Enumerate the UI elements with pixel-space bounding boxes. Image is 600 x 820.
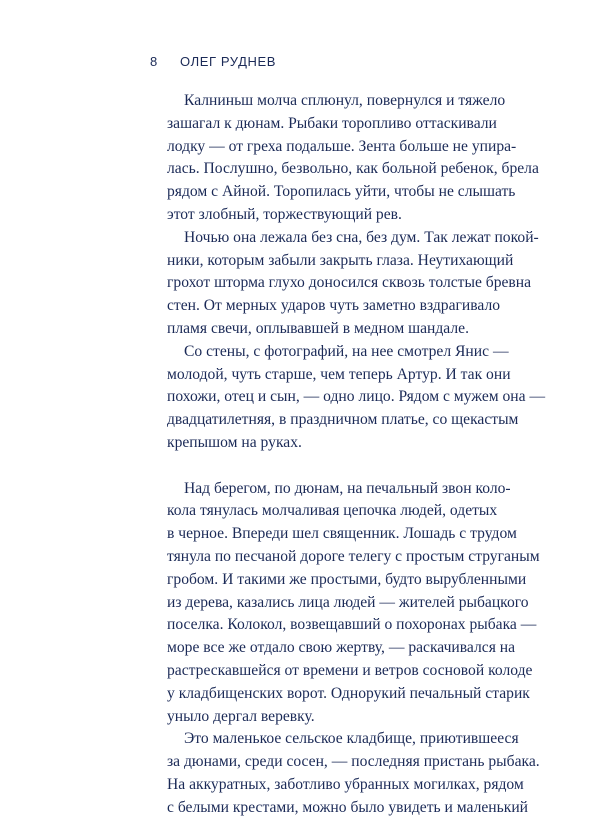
- text-line: стен. От мерных ударов чуть заметно вздрагивало: [167, 297, 501, 315]
- paragraph: [150, 341, 546, 455]
- text-line: крепышом на руках.: [167, 433, 302, 451]
- text-line: растрескавшейся от времени и ветров сосновой колоде: [167, 661, 533, 679]
- text-line: у кладбищенских ворот. Однорукий печальный старик: [167, 684, 530, 702]
- text-line: двадцатилетняя, в праздничном платье, со щекастым: [167, 411, 519, 429]
- text-line: уныло дергал веревку.: [167, 707, 315, 725]
- text-line: лодку — от греха подальше. Зента больше не упира-: [167, 137, 517, 155]
- paragraph: [150, 478, 540, 729]
- text-line: поселка. Колокол, возвещавший о похоронах рыбака —: [167, 616, 537, 634]
- text-line: рядом с Айной. Торопилась уйти, чтобы не слышать: [167, 183, 516, 201]
- text-line: кола тянулась молчаливая цепочка людей, одетых: [167, 502, 498, 520]
- text-line: за дюнами, среди сосен, — последняя пристань рыбака.: [167, 753, 540, 771]
- text-line: Над берегом, по дюнам, на печальный звон коло-: [184, 479, 511, 497]
- paragraph: [150, 90, 539, 227]
- text-line: ники, которым забыли закрыть глаза. Неутихающий: [167, 251, 514, 269]
- text-line: похожи, отец и сын, — одно лицо. Рядом с мужем она —: [167, 388, 546, 406]
- text-line: лась. Послушно, безвольно, как больной ребенок, брела: [167, 160, 539, 178]
- text-line: На аккуратных, заботливо убранных могилках, рядом: [167, 775, 524, 793]
- text-line: Это маленькое сельское кладбище, приютившееся: [184, 730, 519, 748]
- text-line: этот злобный, торжествующий рев.: [167, 205, 402, 223]
- paragraph: [150, 728, 540, 819]
- author-name: ОЛЕГ РУДНЕВ: [180, 54, 277, 69]
- text-line: из дерева, казались лица людей — жителей рыбацкого: [167, 593, 529, 611]
- text-line: в черное. Впереди шел священник. Лошадь с трудом: [167, 525, 517, 543]
- text-line: с белыми крестами, можно было увидеть и маленький: [167, 798, 529, 816]
- text-line: тянула по песчаной дороге телегу с простым струганым: [167, 547, 540, 565]
- text-line: Калниньш молча сплюнул, повернулся и тяжело: [184, 92, 506, 109]
- text-line: зашагал к дюнам. Рыбаки торопливо оттаскивали: [167, 114, 497, 132]
- text-line: Ночью она лежала без сна, без дум. Так лежат покой-: [184, 228, 539, 246]
- text-line: море все же отдало свою жертву, — раскачивался на: [167, 639, 516, 657]
- section-break: [150, 455, 478, 478]
- text-line: Со стены, с фотографий, на нее смотрел Янис —: [184, 342, 509, 360]
- text-line: грохот шторма глухо доносился сквозь толстые бревна: [167, 274, 532, 292]
- text-line: молодой, чуть старше, чем теперь Артур. И так они: [167, 365, 511, 383]
- text-line: пламя свечи, оплывавшей в медном шандале.: [167, 319, 469, 337]
- body-text: [150, 90, 546, 820]
- running-head: [150, 54, 276, 69]
- page-number: 8: [150, 54, 158, 69]
- paragraph: [150, 227, 539, 341]
- text-line: гробом. И такими же простыми, будто вырубленными: [167, 570, 527, 588]
